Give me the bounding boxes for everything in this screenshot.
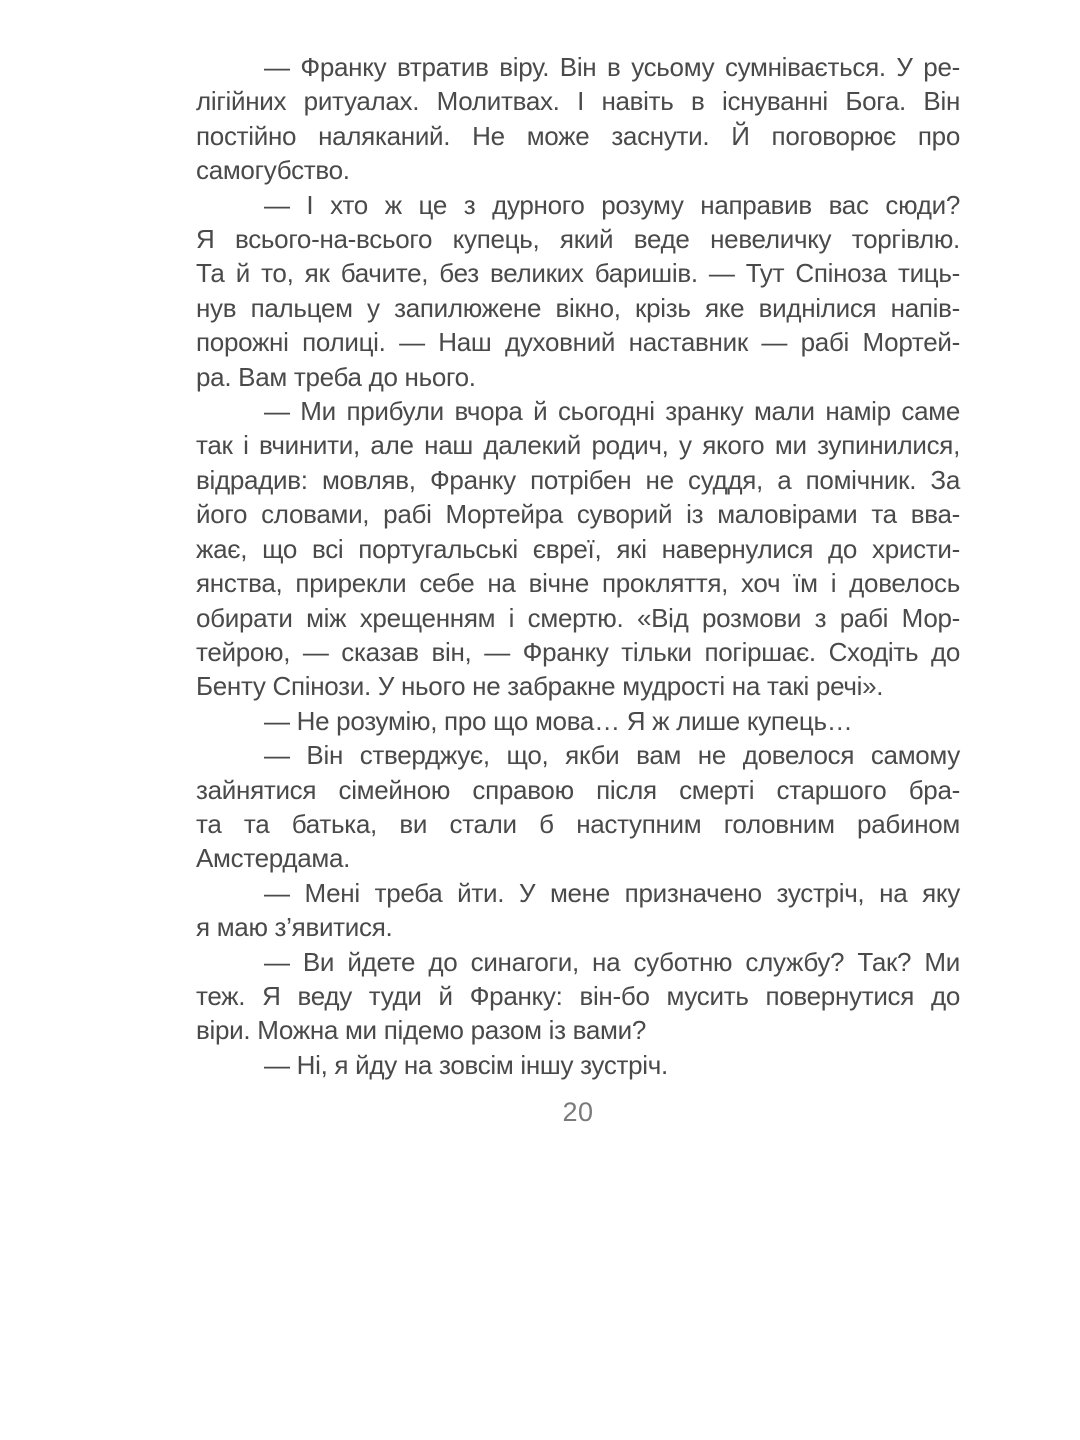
text-line: лігійних ритуалах. Молитвах. І навіть в існуванні Бога. Він	[196, 86, 960, 117]
text-line: — Мені треба йти. У мене призначено зустріч, на яку	[264, 877, 960, 908]
text-line: обирати між хрещенням і смертю. «Від розмови з рабі Мор-	[196, 602, 960, 633]
text-line: — Ми прибули вчора й сьогодні зранку мали намір саме	[264, 396, 960, 427]
book-page-text	[196, 50, 960, 1082]
text-line: янства, прирекли себе на вічне прокляття, хоч їм і довелось	[196, 568, 960, 599]
text-line: його словами, рабі Мортейра суворий із маловірами та вва-	[196, 499, 960, 530]
text-line: ра. Вам треба до нього.	[196, 361, 476, 392]
text-line: — Не розумію, про що мова… Я ж лише купець…	[264, 705, 853, 736]
text-line: — І хто ж це з дурного розуму направив вас сюди?	[264, 189, 960, 220]
text-line: Я всього-на-всього купець, який веде невеличку торгівлю.	[196, 224, 960, 255]
text-line: зайнятися сімейною справою після смерті старшого бра-	[196, 774, 960, 805]
text-line: тейрою, — сказав він, — Франку тільки погіршає. Сходіть до	[196, 636, 960, 667]
text-line: відрадив: мовляв, Франку потрібен не суддя, а помічник. За	[196, 464, 960, 495]
text-line: — Ні, я йду на зовсім іншу зустріч.	[264, 1049, 668, 1080]
page-number: 20	[562, 1097, 594, 1127]
text-line: самогубство.	[196, 155, 350, 186]
text-line: так і вчинити, але наш далекий родич, у якого ми зупинилися,	[196, 430, 960, 461]
text-line: Та й то, як бачите, без великих баришів. — Тут Спіноза тиць-	[196, 258, 960, 289]
text-line: — Франку втратив віру. Він в усьому сумнівається. У ре-	[264, 52, 960, 82]
text-line: жає, що всі португальські євреї, які навернулися до христи-	[196, 533, 960, 564]
text-line: віри. Можна ми підемо разом із вами?	[196, 1015, 647, 1046]
text-line: нув пальцем у запилюжене вікно, крізь яке виднілися напів-	[196, 292, 960, 323]
text-line: порожні полиці. — Наш духовний наставник — рабі Мортей-	[196, 327, 960, 358]
text-line: постійно наляканий. Не може заснути. Й поговорює про	[196, 120, 960, 151]
text-line: — Ви йдете до синагоги, на суботню службу? Так? Ми	[264, 946, 960, 977]
text-line: теж. Я веду туди й Франку: він-бо мусить повернутися до	[196, 980, 960, 1011]
text-line: та та батька, ви стали б наступним головним рабином	[196, 808, 960, 839]
text-line: — Він стверджує, що, якби вам не довелося самому	[264, 740, 960, 771]
text-line: Бенту Спінози. У нього не забракне мудрості на такі речі».	[196, 671, 884, 702]
text-line: я маю з’явитися.	[196, 912, 393, 943]
text-line: Амстердама.	[196, 843, 351, 874]
